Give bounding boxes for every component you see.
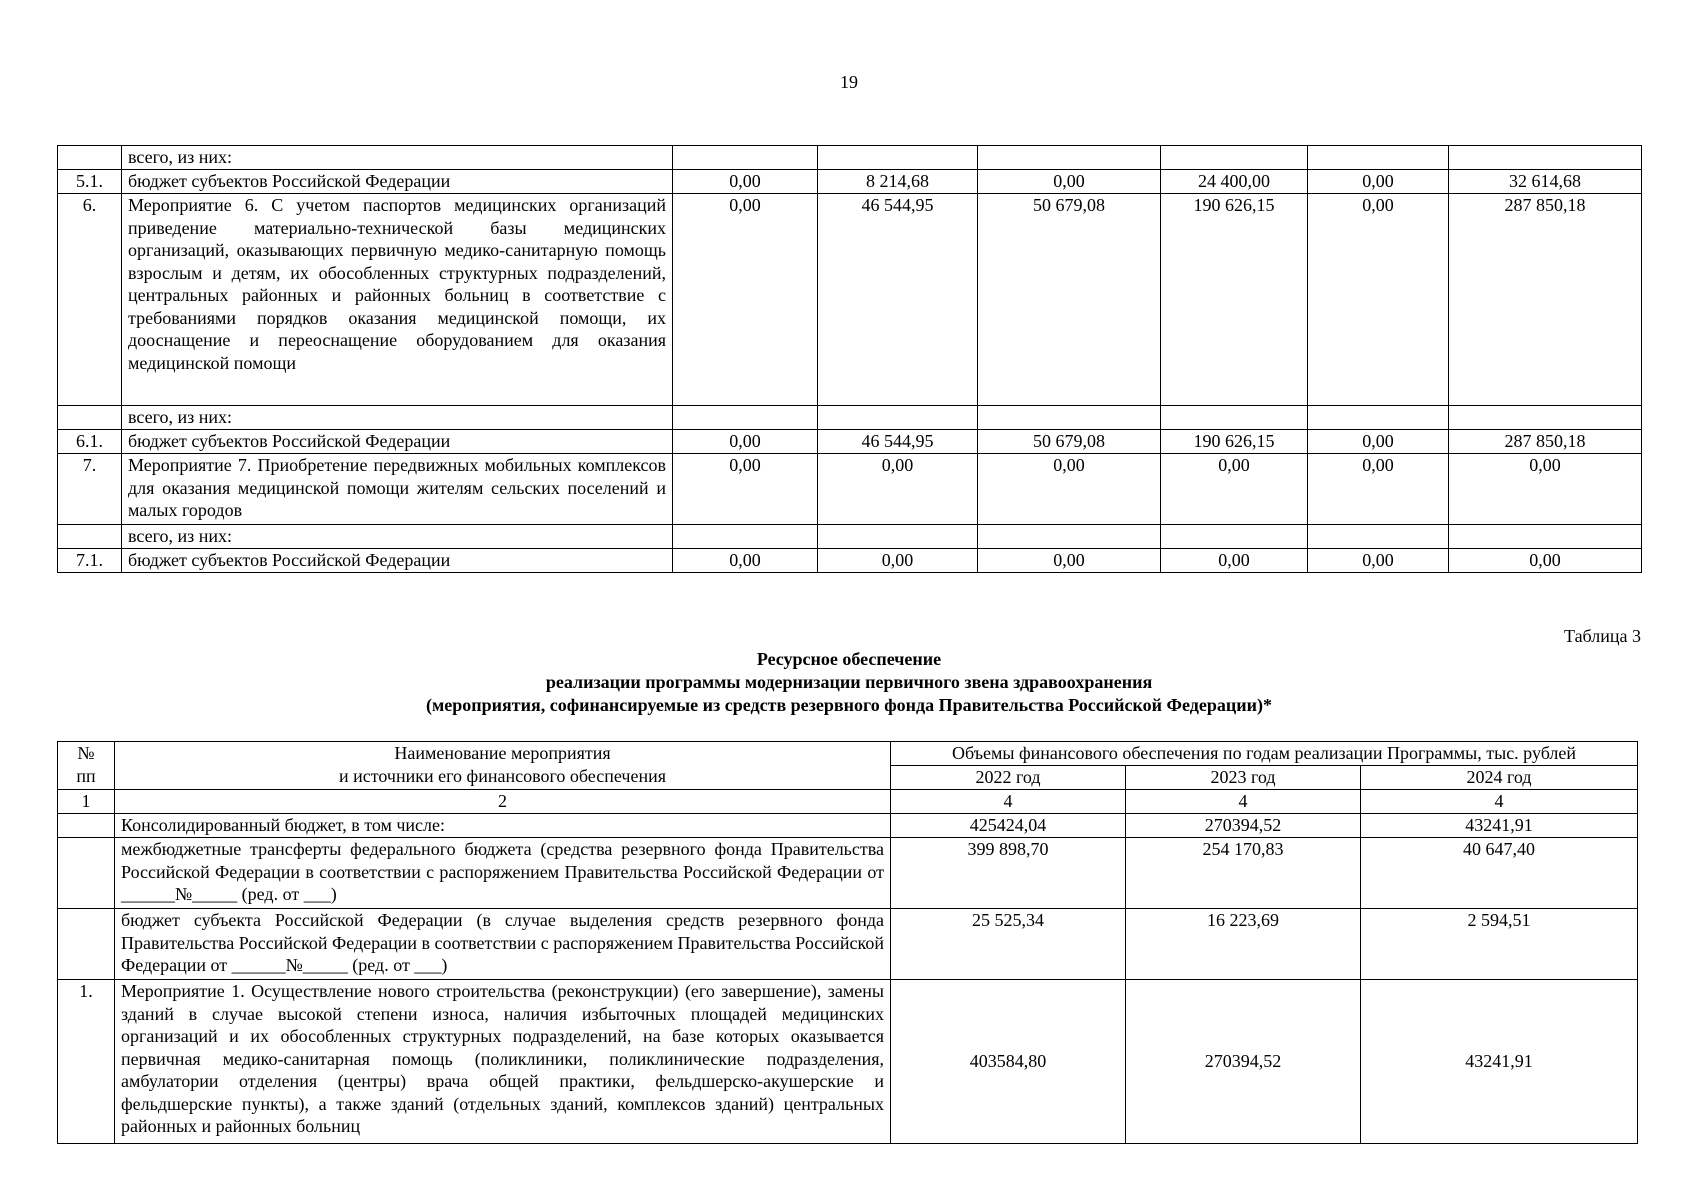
table-title-line: (мероприятия, софинансируемые из средств резервного фонда Правительства Российской Федерации)* <box>426 695 1272 715</box>
value-cell: 46 544,95 <box>818 194 978 406</box>
value-cell: 0,00 <box>1161 454 1308 525</box>
row-name: Мероприятие 1. Осуществление нового строительства (реконструкции) (его завершение), замены зданий в случае высокой степени износа, наличия избыточных площадей медицинских организаций и их обособленных структурных подразделений, на базе которых оказывается первичная медико-санитарная помощь (поликлиники, поликлинические подразделения, амбулатории отделения (центры) врача общей практики, фельдшерско-акушерские и фельдшерские пункты), а также зданий (отдельных зданий, комплексов зданий) центральных районных и районных больниц <box>115 980 891 1144</box>
top-table <box>57 145 1642 573</box>
value-cell: 32 614,68 <box>1449 170 1642 194</box>
row-name: всего, из них: <box>122 525 673 549</box>
value-cell <box>978 406 1161 430</box>
value-cell <box>1161 146 1308 170</box>
value-cell: 0,00 <box>818 549 978 573</box>
value-cell: 270394,52 <box>1126 814 1361 838</box>
value-cell: 0,00 <box>673 549 818 573</box>
value-cell: 43241,91 <box>1361 980 1638 1144</box>
value-cell <box>1449 406 1642 430</box>
table-row <box>58 525 1642 549</box>
table-row <box>58 430 1642 454</box>
value-cell: 270394,52 <box>1126 980 1361 1144</box>
page-number: 19 <box>840 72 858 92</box>
value-cell: 0,00 <box>673 194 818 406</box>
value-cell: 0,00 <box>978 549 1161 573</box>
row-name: межбюджетные трансферты федерального бюджета (средства резервного фонда Правительства Российской Федерации в соответствии с распоряжением Правительства Российской Федерации от ______№_____ (ред. от ___) <box>115 838 891 909</box>
table-row <box>58 406 1642 430</box>
value-cell: 0,00 <box>818 454 978 525</box>
table-row <box>58 454 1642 525</box>
column-number: 2 <box>115 790 891 814</box>
header-row <box>58 742 1638 766</box>
row-number <box>58 406 122 430</box>
value-cell <box>1449 146 1642 170</box>
value-cell <box>673 525 818 549</box>
column-number: 1 <box>58 790 115 814</box>
value-cell: 0,00 <box>673 430 818 454</box>
row-number <box>58 525 122 549</box>
table-row <box>58 838 1638 909</box>
value-cell: 16 223,69 <box>1126 909 1361 980</box>
table-row <box>58 194 1642 406</box>
row-name: всего, из них: <box>122 146 673 170</box>
row-name: бюджет субъектов Российской Федерации <box>122 549 673 573</box>
value-cell: 8 214,68 <box>818 170 978 194</box>
value-cell: 40 647,40 <box>1361 838 1638 909</box>
value-cell: 254 170,83 <box>1126 838 1361 909</box>
value-cell: 0,00 <box>978 170 1161 194</box>
value-cell <box>673 146 818 170</box>
value-cell: 2 594,51 <box>1361 909 1638 980</box>
header-year: 2024 год <box>1361 766 1638 790</box>
row-name: бюджет субъектов Российской Федерации <box>122 430 673 454</box>
value-cell: 0,00 <box>1308 549 1449 573</box>
value-cell: 399 898,70 <box>891 838 1126 909</box>
column-number: 4 <box>1361 790 1638 814</box>
value-cell <box>1308 525 1449 549</box>
value-cell: 0,00 <box>1449 454 1642 525</box>
row-number: 7. <box>58 454 122 525</box>
value-cell: 24 400,00 <box>1161 170 1308 194</box>
value-cell: 287 850,18 <box>1449 194 1642 406</box>
value-cell <box>818 406 978 430</box>
header-volumes: Объемы финансового обеспечения по годам реализации Программы, тыс. рублей <box>891 742 1638 766</box>
value-cell: 0,00 <box>1161 549 1308 573</box>
value-cell <box>978 525 1161 549</box>
row-name: бюджет субъекта Российской Федерации (в случае выделения средств резервного фонда Правительства Российской Федерации в соответствии с распоряжением Правительства Российской Федерации от ______№_____ (ред. от ___) <box>115 909 891 980</box>
value-cell: 425424,04 <box>891 814 1126 838</box>
table-row <box>58 814 1638 838</box>
value-cell <box>673 406 818 430</box>
row-number: 7.1. <box>58 549 122 573</box>
resource-table <box>57 741 1638 1144</box>
value-cell: 50 679,08 <box>978 194 1161 406</box>
row-number: 6.1. <box>58 430 122 454</box>
header-year: 2022 год <box>891 766 1126 790</box>
table-label: Таблица 3 <box>1564 626 1641 646</box>
header-name: Наименование мероприятия и источники его финансового обеспечения <box>115 742 891 790</box>
value-cell: 0,00 <box>1308 170 1449 194</box>
table-row <box>58 146 1642 170</box>
value-cell <box>1308 146 1449 170</box>
value-cell: 0,00 <box>673 454 818 525</box>
value-cell <box>818 146 978 170</box>
table-title-line: реализации программы модернизации первичного звена здравоохранения <box>545 672 1153 692</box>
table-row <box>58 170 1642 194</box>
value-cell: 25 525,34 <box>891 909 1126 980</box>
table-row <box>58 909 1638 980</box>
value-cell: 403584,80 <box>891 980 1126 1144</box>
column-number: 4 <box>1126 790 1361 814</box>
row-name: Мероприятие 7. Приобретение передвижных мобильных комплексов для оказания медицинской помощи жителям сельских поселений и малых городов <box>122 454 673 525</box>
value-cell <box>1308 406 1449 430</box>
value-cell: 50 679,08 <box>978 430 1161 454</box>
row-number <box>58 838 115 909</box>
row-number: 6. <box>58 194 122 406</box>
row-name: Консолидированный бюджет, в том числе: <box>115 814 891 838</box>
value-cell <box>978 146 1161 170</box>
column-number-row <box>58 790 1638 814</box>
header-number: № пп <box>58 742 115 790</box>
table-row <box>58 980 1638 1144</box>
value-cell <box>1449 525 1642 549</box>
value-cell: 46 544,95 <box>818 430 978 454</box>
value-cell: 0,00 <box>978 454 1161 525</box>
row-number: 1. <box>58 980 115 1144</box>
value-cell: 287 850,18 <box>1449 430 1642 454</box>
row-number <box>58 814 115 838</box>
value-cell: 0,00 <box>673 170 818 194</box>
column-number: 4 <box>891 790 1126 814</box>
value-cell: 0,00 <box>1449 549 1642 573</box>
row-number <box>58 146 122 170</box>
row-number <box>58 909 115 980</box>
row-number: 5.1. <box>58 170 122 194</box>
row-name: Мероприятие 6. С учетом паспортов медицинских организаций приведение материально-технической базы медицинских организаций, оказывающих первичную медико-санитарную помощь взрослым и детям, их обособленных структурных подразделений, центральных районных и районных больниц в соответствие с требованиями порядков оказания медицинской помощи, их дооснащение и переоснащение оборудованием для оказания медицинской помощи <box>122 194 673 406</box>
value-cell: 0,00 <box>1308 454 1449 525</box>
value-cell <box>1161 406 1308 430</box>
row-name: бюджет субъектов Российской Федерации <box>122 170 673 194</box>
row-name: всего, из них: <box>122 406 673 430</box>
value-cell: 190 626,15 <box>1161 194 1308 406</box>
value-cell: 190 626,15 <box>1161 430 1308 454</box>
table-row <box>58 549 1642 573</box>
table-title-line: Ресурсное обеспечение <box>756 649 942 669</box>
value-cell: 0,00 <box>1308 194 1449 406</box>
value-cell <box>818 525 978 549</box>
value-cell: 43241,91 <box>1361 814 1638 838</box>
header-year: 2023 год <box>1126 766 1361 790</box>
value-cell: 0,00 <box>1308 430 1449 454</box>
value-cell <box>1161 525 1308 549</box>
